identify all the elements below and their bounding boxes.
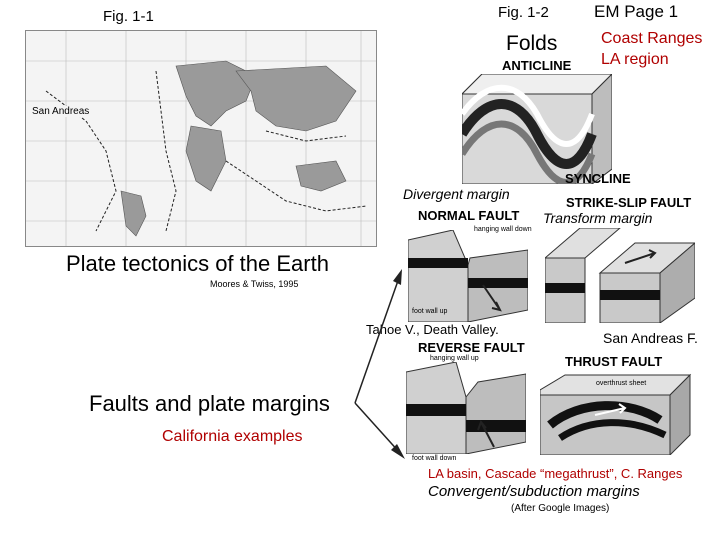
strike-slip-fault-diagram: [545, 228, 695, 323]
divergent-margin-label: Divergent margin: [403, 186, 510, 202]
overthrust-sheet-label: overthrust sheet: [596, 380, 647, 387]
examples-line: LA basin, Cascade “megathrust”, C. Ranges: [428, 466, 683, 481]
anticline-label: ANTICLINE: [502, 58, 572, 73]
reverse-fault-diagram: [406, 362, 526, 454]
world-map-graphic: [26, 31, 376, 246]
fig-1-1-label: Fig. 1-1: [103, 8, 154, 25]
hanging-wall-down-label: hanging wall down: [474, 226, 532, 233]
fig-1-2-label: Fig. 1-2: [498, 4, 549, 21]
coast-ranges-label: Coast Ranges: [601, 30, 703, 47]
syncline-label: SYNCLINE: [565, 171, 631, 186]
fold-diagram: [462, 74, 612, 184]
source-note: (After Google Images): [511, 503, 610, 514]
la-region-label: LA region: [601, 51, 669, 68]
citation: Moores & Twiss, 1995: [210, 279, 299, 289]
hanging-wall-up-label: hanging wall up: [430, 355, 479, 362]
convergent-margins-label: Convergent/subduction margins: [428, 483, 640, 500]
foot-wall-down-label: foot wall down: [412, 455, 457, 462]
thrust-fault-label: THRUST FAULT: [565, 354, 663, 369]
normal-fault-label: NORMAL FAULT: [418, 208, 520, 223]
pointer-arrows: [350, 255, 420, 465]
faults-heading: Faults and plate margins: [89, 391, 330, 416]
reverse-fault-label: REVERSE FAULT: [418, 340, 525, 355]
tahoe-label: Tahoe V., Death Valley.: [366, 322, 499, 337]
san-andreas-map-label: San Andreas: [32, 106, 90, 117]
plate-tectonics-map: [25, 30, 377, 247]
page-label: EM Page 1: [594, 2, 679, 21]
california-examples-label: California examples: [162, 428, 303, 445]
main-title: Plate tectonics of the Earth: [66, 251, 329, 276]
transform-margin-label: Transform margin: [543, 210, 653, 226]
san-andreas-fault-label: San Andreas F.: [603, 330, 698, 346]
foot-wall-up-label: foot wall up: [412, 308, 448, 315]
strike-slip-fault-label: STRIKE-SLIP FAULT: [566, 195, 692, 210]
folds-title: Folds: [506, 32, 558, 55]
